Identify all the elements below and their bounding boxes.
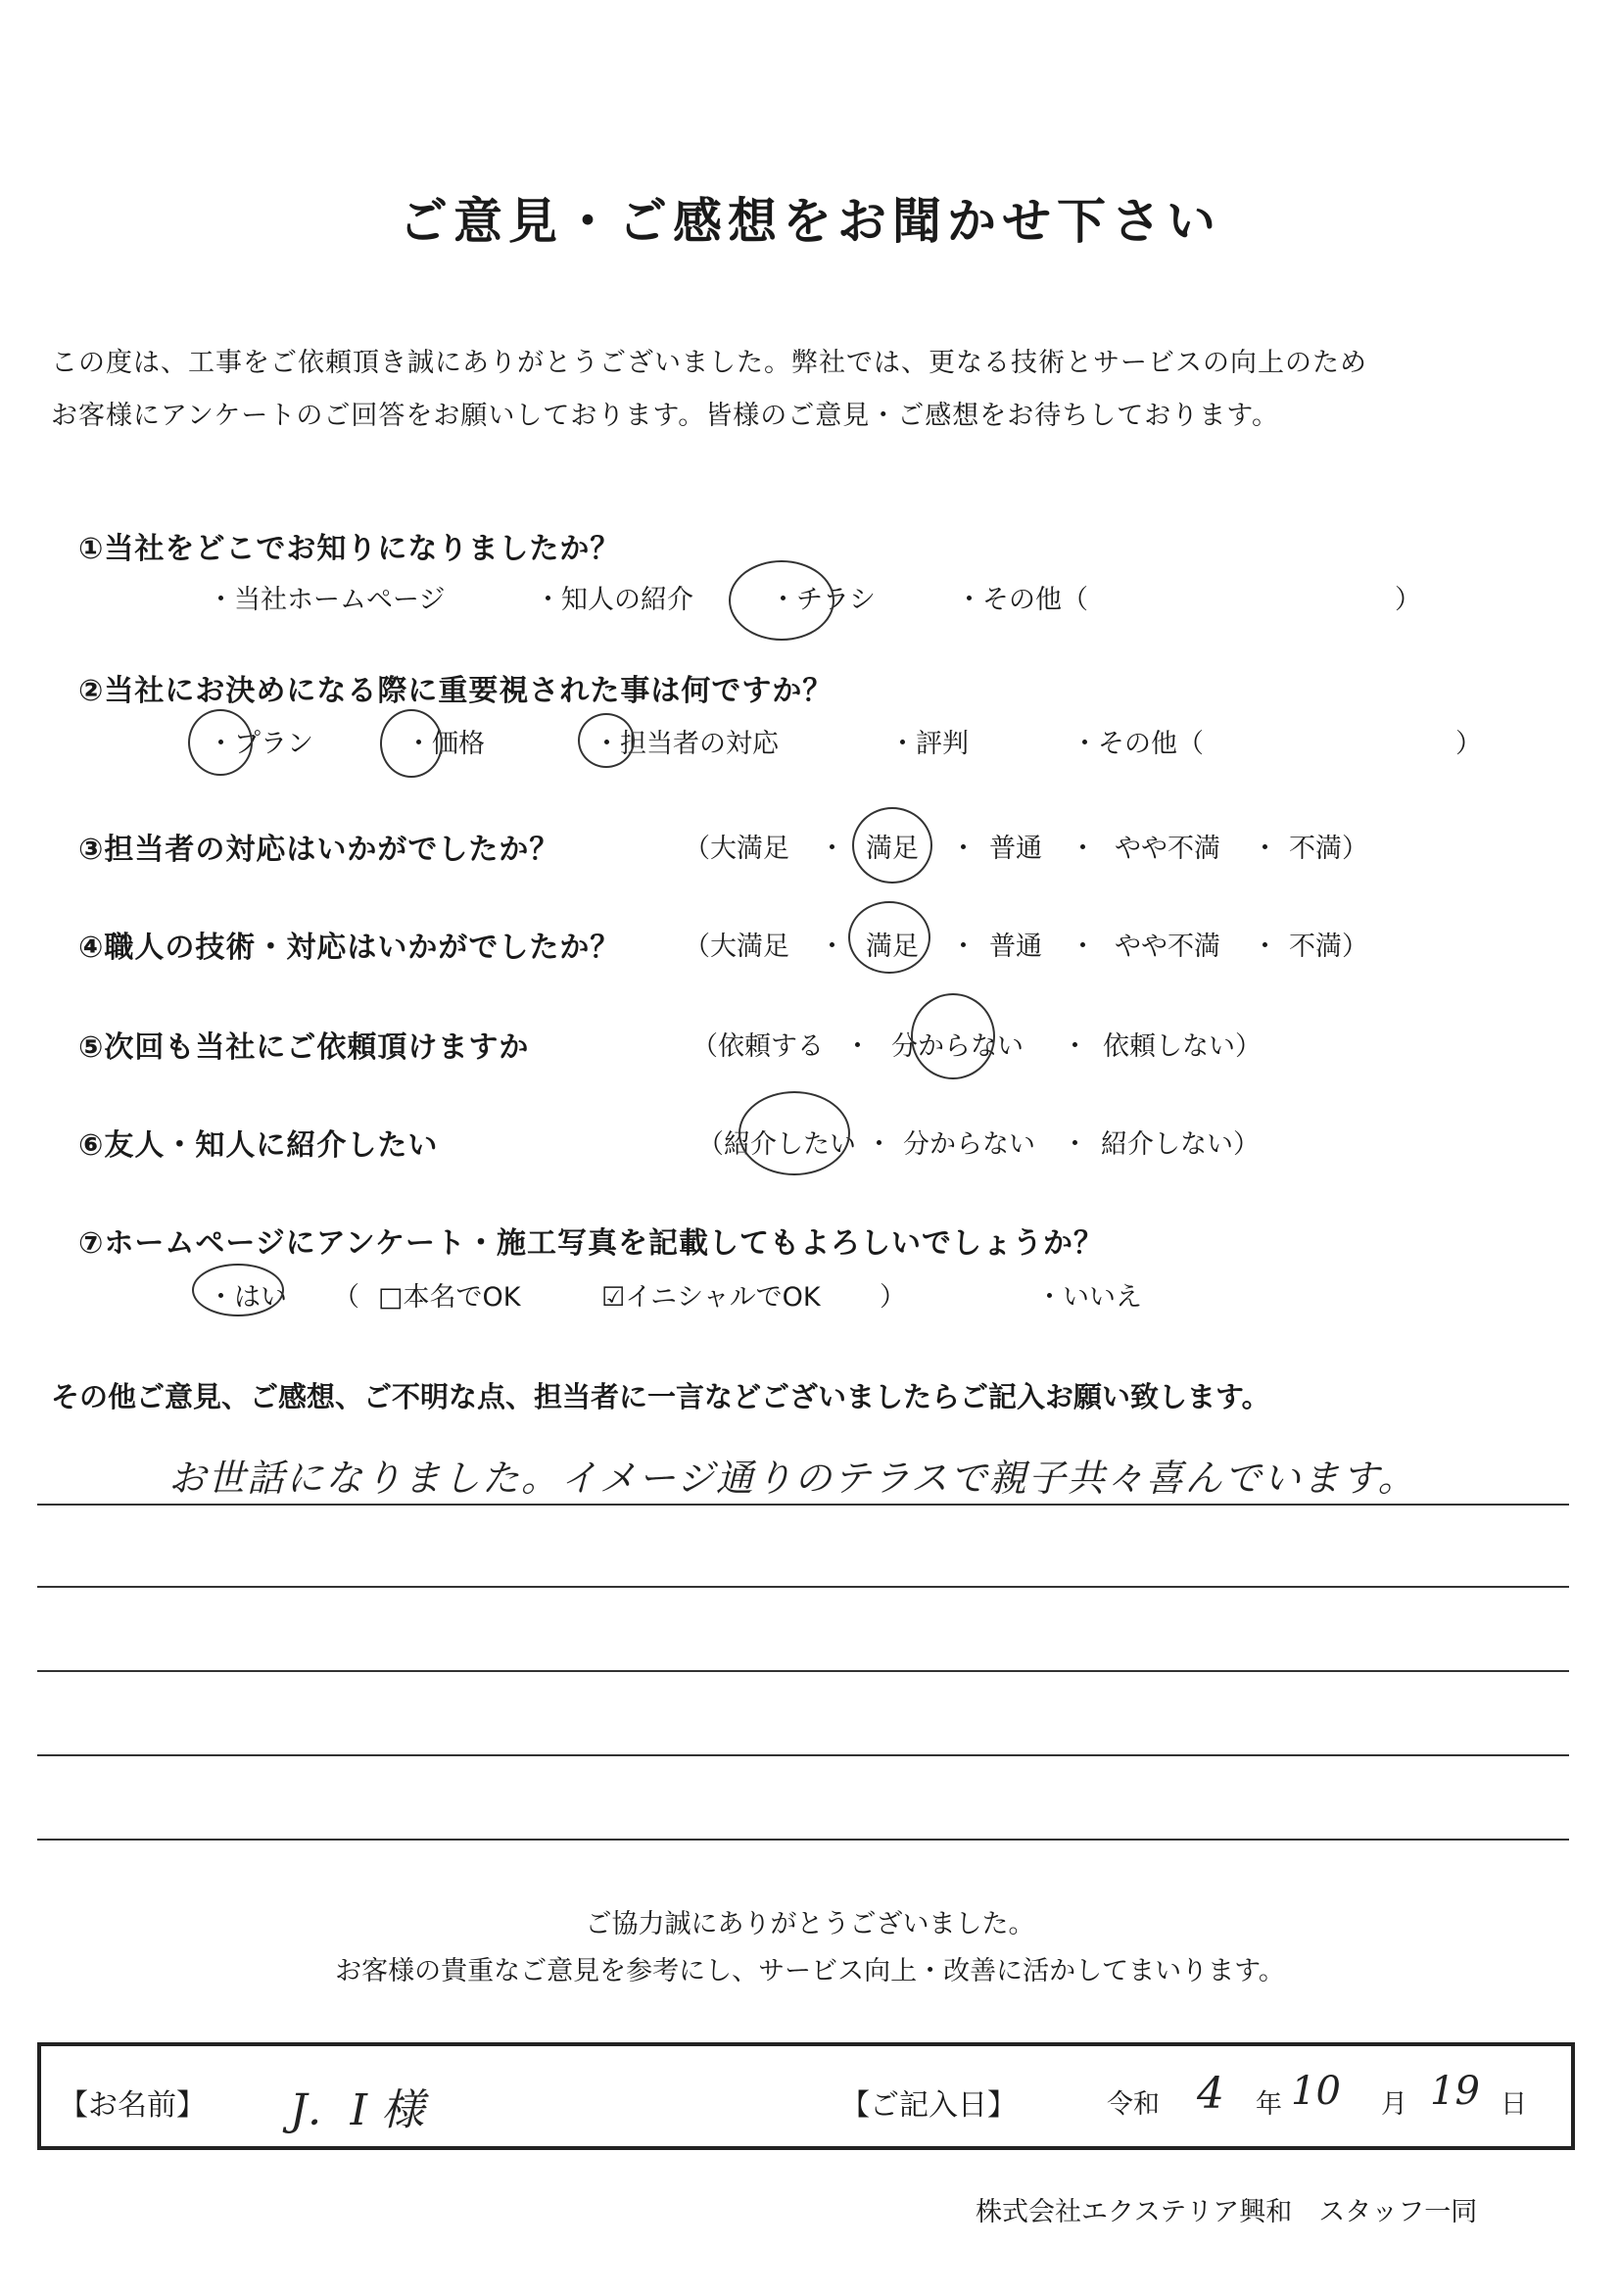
q4-option-very-satisfied[interactable]: （大満足 bbox=[684, 932, 789, 962]
comments-handwritten-answer: お世話になりました。イメージ通りのテラスで親子共々喜んでいます。 bbox=[168, 1457, 1417, 1500]
q3-option-normal[interactable]: 普通 bbox=[989, 834, 1042, 864]
comment-line-2 bbox=[37, 1586, 1569, 1588]
q7-paren-close: ） bbox=[880, 1282, 906, 1313]
q3-sep-1: ・ bbox=[819, 834, 845, 864]
q1-other-close: ） bbox=[1395, 585, 1421, 615]
q3-sep-3: ・ bbox=[1070, 834, 1096, 864]
thanks-line-2: お客様の貴重なご意見を参考にし、サービス向上・改善に活かしてまいります。 bbox=[335, 1956, 1285, 1986]
name-date-box bbox=[37, 2042, 1575, 2150]
q7-option-yes[interactable]: ・はい bbox=[208, 1282, 287, 1313]
question-3-label: ③担当者の対応はいかがでしたか？ bbox=[78, 833, 560, 867]
q6-option-unsure[interactable]: 分からない bbox=[903, 1129, 1035, 1160]
q1-option-homepage[interactable]: ・当社ホームページ bbox=[208, 585, 446, 615]
q4-option-dissatisfied[interactable]: 不満） bbox=[1289, 932, 1368, 962]
question-5-label: ⑤次回も当社にご依頼頂けますか bbox=[78, 1030, 530, 1065]
q6-sep-2: ・ bbox=[1062, 1129, 1088, 1160]
q5-unsure-circle-mark bbox=[911, 993, 995, 1079]
q4-option-satisfied[interactable]: 満足 bbox=[866, 932, 919, 962]
q4-satisfied-circle-mark bbox=[848, 901, 930, 974]
q7-option-no[interactable]: ・いいえ bbox=[1036, 1282, 1142, 1313]
q2-option-price[interactable]: ・価格 bbox=[405, 729, 485, 759]
q3-sep-4: ・ bbox=[1252, 834, 1278, 864]
name-label: 【お名前】 bbox=[59, 2088, 206, 2123]
date-month-value[interactable]: 10 bbox=[1291, 2069, 1341, 2114]
q2-option-plan[interactable]: ・プラン bbox=[208, 729, 313, 759]
date-month-unit: 月 bbox=[1381, 2089, 1407, 2120]
q4-sep-1: ・ bbox=[819, 932, 845, 962]
comment-line-4 bbox=[37, 1754, 1569, 1756]
q3-option-dissatisfied[interactable]: 不満） bbox=[1289, 834, 1368, 864]
date-year-unit: 年 bbox=[1256, 2089, 1282, 2120]
intro-line-2: お客様にアンケートのご回答をお願いしております。皆様のご意見・ご感想をお待ちしております。 bbox=[51, 401, 1280, 431]
q3-option-very-satisfied[interactable]: （大満足 bbox=[684, 834, 789, 864]
name-value[interactable]: J．I 様 bbox=[290, 2085, 425, 2135]
q7-yes-circle-mark bbox=[192, 1264, 284, 1316]
question-6-label: ⑥友人・知人に紹介したい bbox=[78, 1128, 439, 1163]
q3-option-satisfied[interactable]: 満足 bbox=[866, 834, 919, 864]
comment-line-1 bbox=[37, 1504, 1569, 1506]
q5-option-will-not-request[interactable]: 依頼しない） bbox=[1103, 1031, 1262, 1062]
q2-option-other[interactable]: ・その他（ bbox=[1072, 729, 1204, 759]
q5-option-unsure[interactable]: 分からない bbox=[891, 1031, 1024, 1062]
q6-option-will-not-refer[interactable]: 紹介しない） bbox=[1101, 1129, 1260, 1160]
comments-prompt: その他ご意見、ご感想、ご不明な点、担当者に一言などございましたらご記入お願い致します。 bbox=[51, 1380, 1270, 1413]
q3-sep-2: ・ bbox=[950, 834, 977, 864]
q7-option-real-name[interactable]: □本名でOK bbox=[378, 1282, 521, 1313]
question-1-label: ①当社をどこでお知りになりましたか？ bbox=[78, 532, 621, 566]
date-label: 【ご記入日】 bbox=[840, 2088, 1017, 2123]
q2-plan-circle-mark bbox=[188, 709, 253, 776]
intro-line-1: この度は、工事をご依頼頂き誠にありがとうございました。弊社では、更なる技術とサービスの向上のため bbox=[51, 348, 1367, 378]
q4-sep-4: ・ bbox=[1252, 932, 1278, 962]
q3-satisfied-circle-mark bbox=[852, 807, 932, 884]
q4-option-somewhat-dissatisfied[interactable]: やや不満 bbox=[1115, 932, 1220, 962]
date-day-value[interactable]: 19 bbox=[1430, 2069, 1480, 2114]
date-day-unit: 日 bbox=[1501, 2089, 1527, 2120]
q4-sep-3: ・ bbox=[1070, 932, 1096, 962]
q2-option-reputation[interactable]: ・評判 bbox=[889, 729, 969, 759]
q5-option-will-request[interactable]: （依頼する bbox=[691, 1031, 824, 1062]
q4-sep-2: ・ bbox=[950, 932, 977, 962]
company-signature: 株式会社エクステリア興和 スタッフ一同 bbox=[976, 2197, 1478, 2227]
q2-option-staff[interactable]: ・担当者の対応 bbox=[594, 729, 779, 759]
q5-sep-2: ・ bbox=[1062, 1031, 1088, 1062]
question-7-label: ⑦ホームページにアンケート・施工写真を記載してもよろしいでしょうか？ bbox=[78, 1226, 1104, 1261]
q6-option-want-to-refer[interactable]: （紹介したい bbox=[697, 1129, 856, 1160]
q2-other-close: ） bbox=[1455, 729, 1482, 759]
q1-option-referral[interactable]: ・知人の紹介 bbox=[535, 585, 693, 615]
q1-flyer-circle-mark bbox=[729, 560, 834, 641]
q1-option-flyer[interactable]: ・チラシ bbox=[770, 585, 876, 615]
q7-paren-open: （ bbox=[333, 1282, 359, 1313]
page-title: ご意見・ご感想をお聞かせ下さい bbox=[399, 193, 1221, 250]
q1-option-other[interactable]: ・その他（ bbox=[956, 585, 1088, 615]
date-year-value[interactable]: 4 bbox=[1197, 2069, 1224, 2119]
date-era: 令和 bbox=[1107, 2089, 1160, 2120]
comment-line-5 bbox=[37, 1839, 1569, 1841]
question-2-label: ②当社にお決めになる際に重要視された事は何ですか？ bbox=[78, 674, 834, 708]
q2-staff-circle-mark bbox=[578, 713, 635, 768]
q6-sep-1: ・ bbox=[866, 1129, 892, 1160]
question-4-label: ④職人の技術・対応はいかがでしたか？ bbox=[78, 931, 621, 965]
q2-price-circle-mark bbox=[380, 709, 443, 778]
comment-line-3 bbox=[37, 1670, 1569, 1672]
q7-option-initials[interactable]: ☑イニシャルでOK bbox=[601, 1282, 821, 1313]
q6-refer-circle-mark bbox=[739, 1091, 850, 1175]
thanks-line-1: ご協力誠にありがとうございました。 bbox=[585, 1909, 1035, 1939]
q4-option-normal[interactable]: 普通 bbox=[989, 932, 1042, 962]
q5-sep-1: ・ bbox=[844, 1031, 871, 1062]
q3-option-somewhat-dissatisfied[interactable]: やや不満 bbox=[1115, 834, 1220, 864]
